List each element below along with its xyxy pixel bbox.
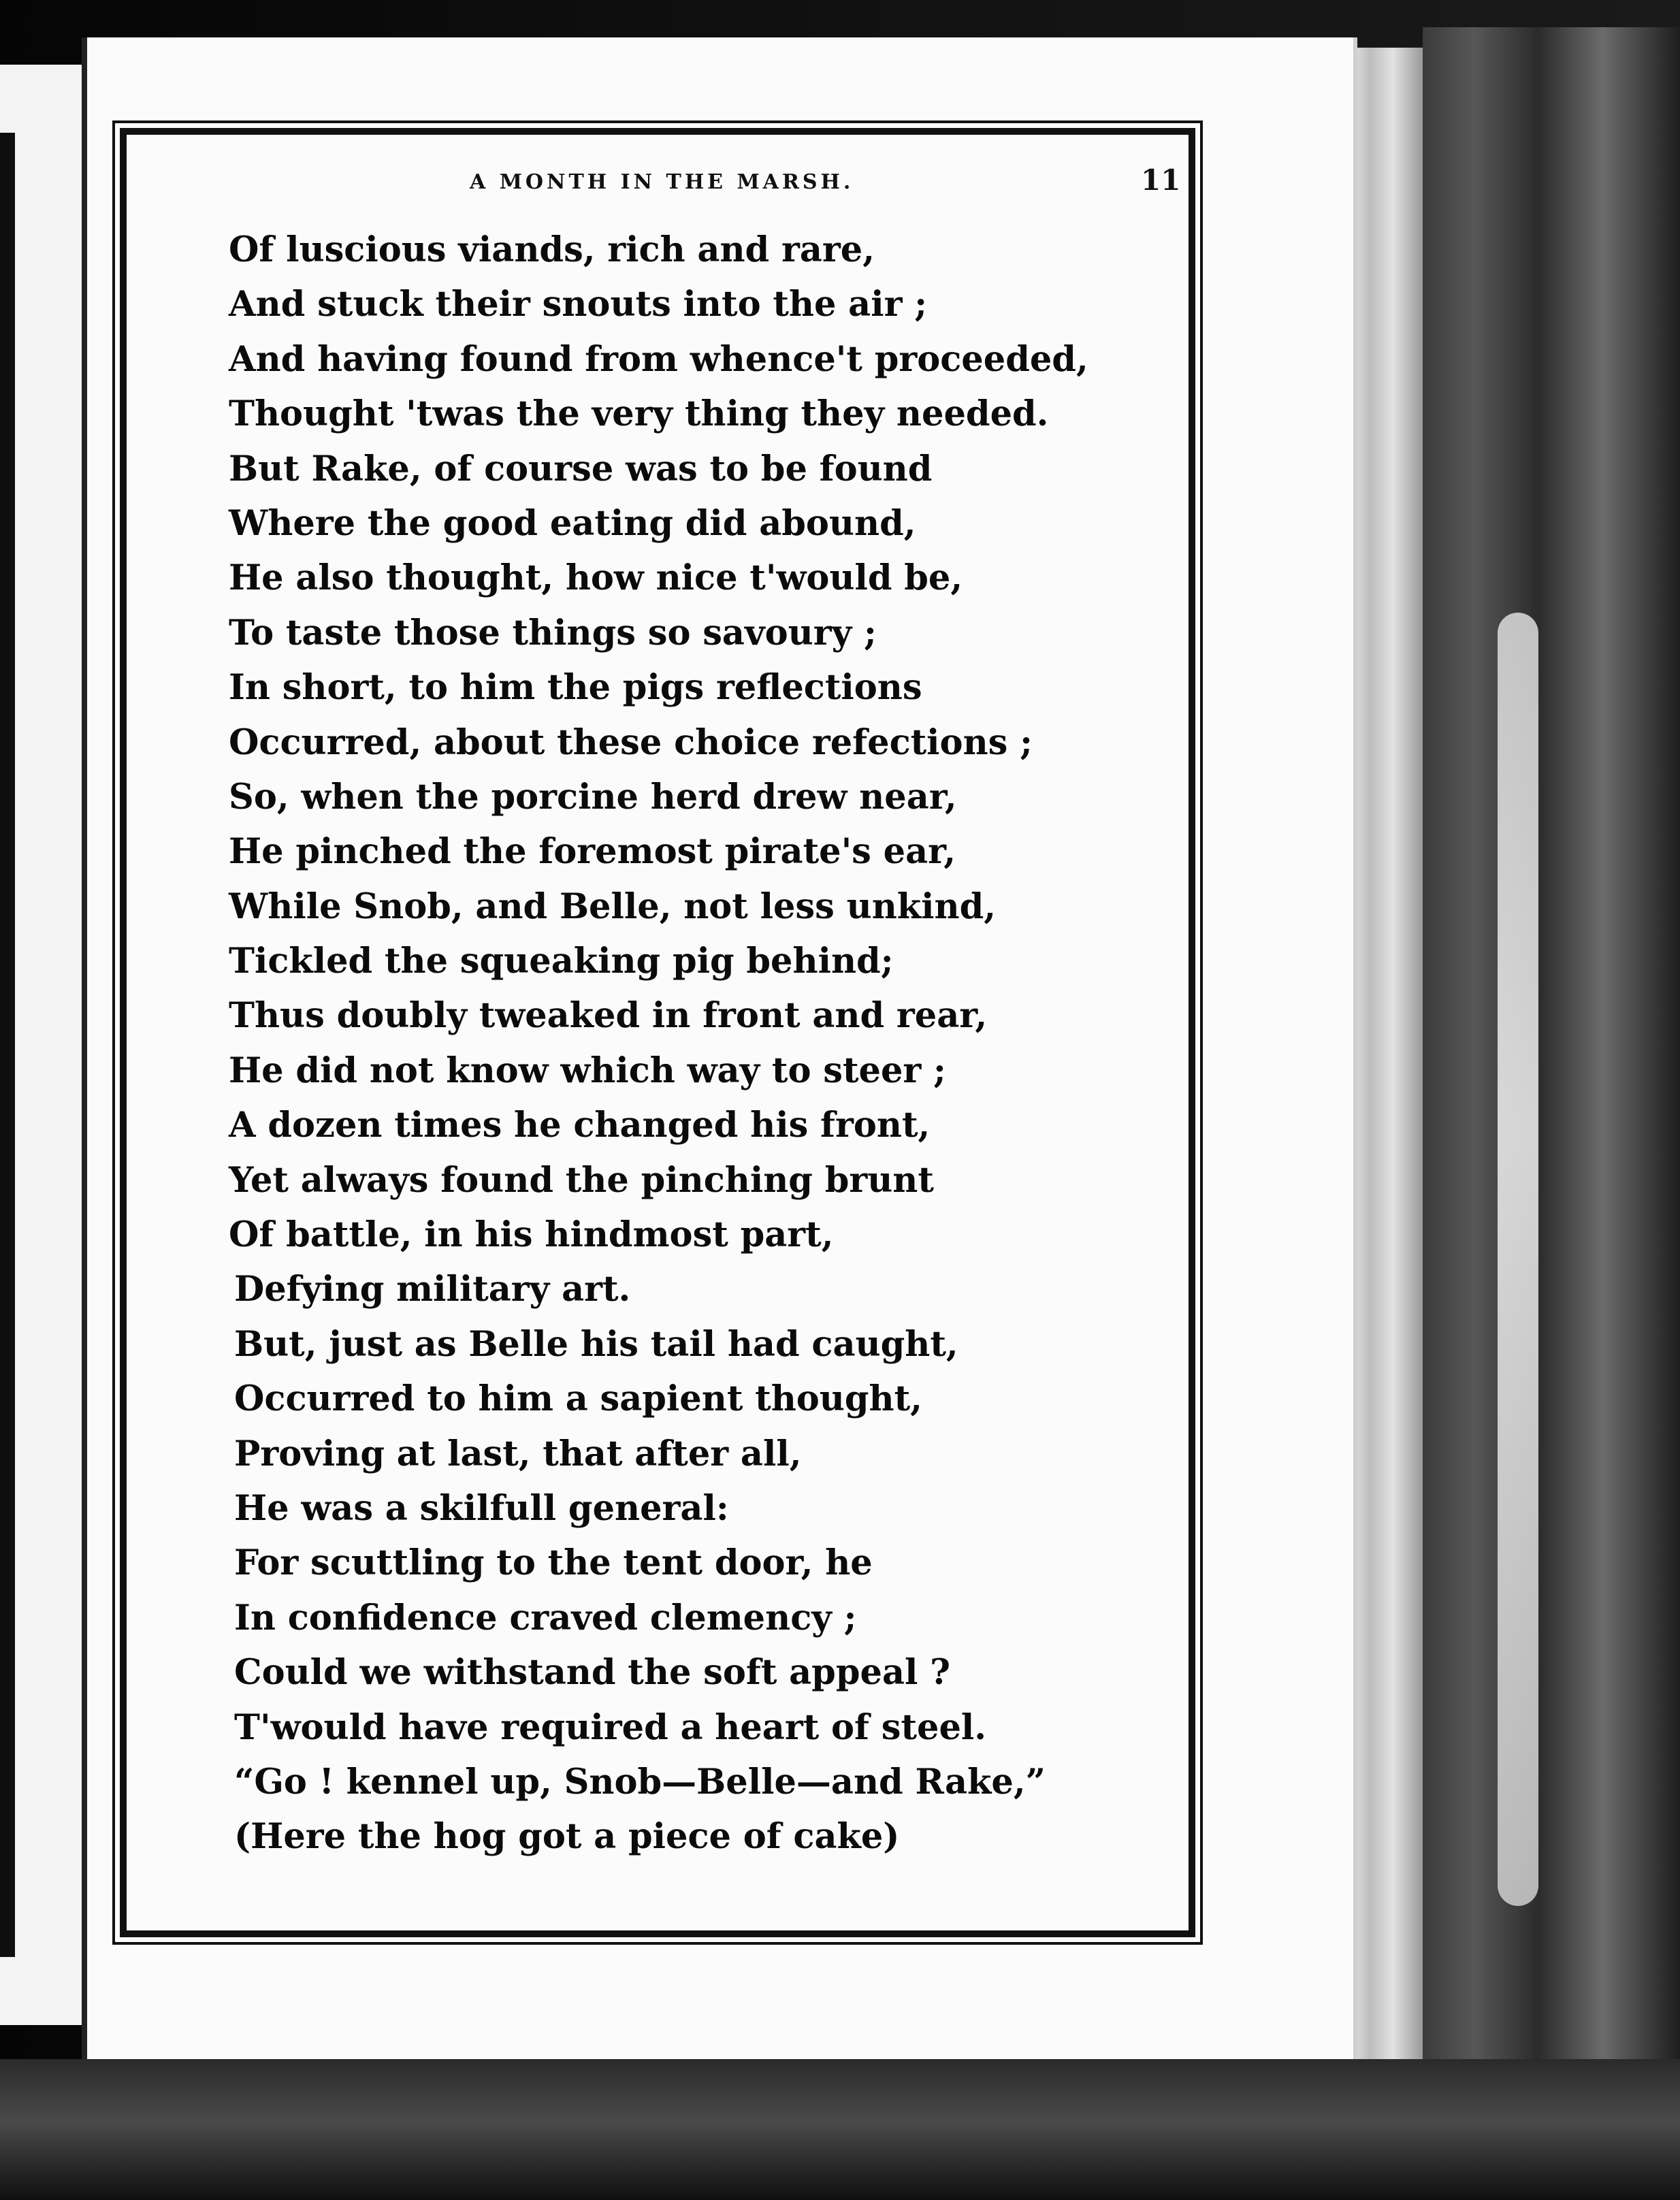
running-header: [204, 163, 1225, 197]
poem-line: So, when the porcine herd drew near,: [229, 776, 957, 818]
poem-line: “Go ! kennel up, Snob—Belle—and Rake,”: [234, 1761, 1046, 1802]
poem-line: Thus doubly tweaked in front and rear,: [229, 995, 988, 1037]
poem-line: For scuttling to the tent door, he: [234, 1542, 873, 1584]
poem-line: He also thought, how nice t'would be,: [229, 557, 963, 599]
poem-line: Tickled the squeaking pig behind;: [229, 941, 894, 982]
poem-line: Yet always found the pinching brunt: [229, 1159, 934, 1201]
page-number: 11: [1141, 163, 1181, 197]
poem-line: Occurred, about these choice refections ;: [229, 722, 1033, 763]
poem-line: Defying military art.: [234, 1269, 631, 1310]
poem-line: But, just as Belle his tail had caught,: [234, 1323, 958, 1365]
poem-line: Of battle, in his hindmost part,: [229, 1214, 834, 1256]
poem-text: [229, 223, 1182, 1864]
poem-line: But Rake, of course was to be found: [229, 448, 933, 489]
poem-line: Proving at last, that after all,: [234, 1433, 802, 1474]
poem-line: He did not know which way to steer ;: [229, 1050, 946, 1091]
poem-line: In confidence craved clemency ;: [234, 1597, 857, 1638]
page-stack-edges: [1348, 48, 1423, 2062]
book-cover: [1423, 27, 1680, 2069]
facing-page-border-rule: [0, 133, 15, 1957]
poem-line: In short, to him the pigs reflections: [229, 667, 922, 709]
poem-line: (Here the hog got a piece of cake): [234, 1816, 900, 1858]
poem-line: And stuck their snouts into the air ;: [229, 284, 928, 325]
poem-line: He pinched the foremost pirate's ear,: [229, 831, 956, 873]
poem-line: Could we withstand the soft appeal ?: [234, 1652, 950, 1694]
running-title: A MONTH IN THE MARSH.: [470, 170, 854, 194]
poem-line: A dozen times he changed his front,: [229, 1105, 931, 1146]
poem-line: Of luscious viands, rich and rare,: [229, 229, 875, 270]
poem-line: To taste those things so savoury ;: [229, 612, 877, 653]
poem-line: Occurred to him a sapient thought,: [234, 1378, 922, 1420]
bottom-binding-shadow: [0, 2059, 1680, 2200]
poem-line: While Snob, and Belle, not less unkind,: [229, 886, 996, 927]
cover-tear: [1498, 613, 1538, 1906]
facing-page-edge: [0, 65, 86, 2025]
poem-line: And having found from whence't proceeded,: [229, 338, 1088, 380]
poem-line: T'would have required a heart of steel.: [234, 1706, 987, 1748]
poem-line: Where the good eating did abound,: [229, 502, 916, 544]
poem-line: Thought 'twas the very thing they needed.: [229, 393, 1049, 435]
poem-line: He was a skilfull general:: [234, 1487, 729, 1529]
